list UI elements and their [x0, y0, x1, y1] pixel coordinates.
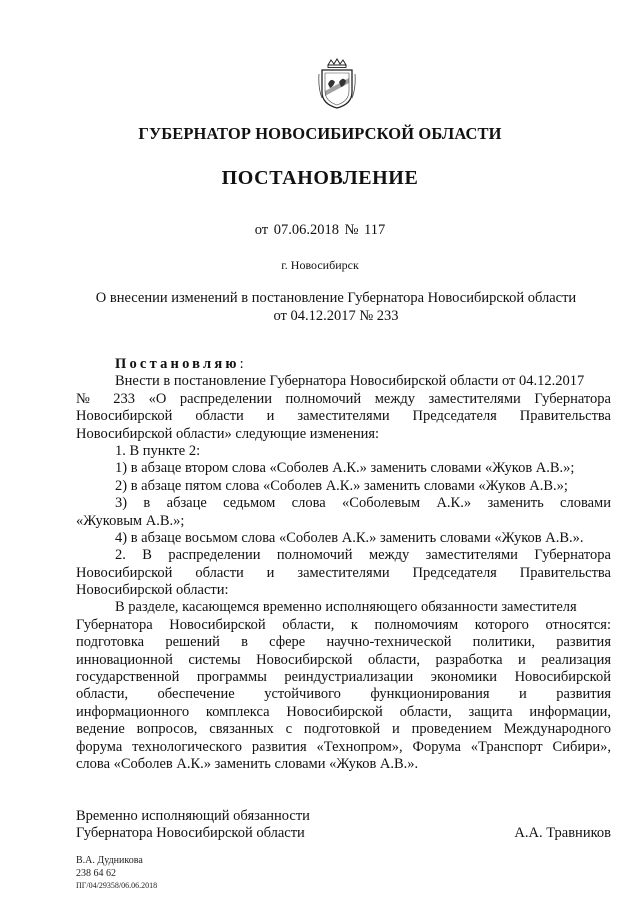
heading-word: Постановляю — [115, 356, 240, 372]
signature-block — [76, 808, 611, 843]
subject-line: от 04.12.2017 № 233 — [273, 307, 399, 324]
signature-row — [76, 825, 611, 842]
body-heading — [76, 356, 611, 373]
body-line: 2. В распределении полномочий между заместителями Губернатора — [115, 547, 611, 564]
body-line: Новосибирской области: — [76, 582, 229, 599]
body-line: Внести в постановление Губернатора Новосибирской области от 04.12.2017 — [115, 373, 585, 390]
body-line: 1) в абзаце втором слова «Соболев А.К.» заменить словами «Жуков А.В.»; — [115, 460, 575, 477]
executor-name: В.А. Дудникова — [76, 855, 143, 866]
body-line: 4) в абзаце восьмом слова «Соболев А.К.» заменить словами «Жуков А.В.». — [115, 529, 584, 546]
heading-colon: : — [239, 356, 244, 372]
document-type: ПОСТАНОВЛЕНИЕ — [221, 167, 419, 189]
document-city: г. Новосибирск — [281, 258, 359, 272]
body-line: Новосибирской области» следующие изменения: — [76, 425, 380, 442]
body-line: 3) в абзаце седьмом слова «Соболевым А.К.» заменить словами — [115, 495, 611, 512]
body-line: форума технологического развития «Технопром», Форума «Транспорт Сибири», — [76, 738, 611, 755]
body-line: слова «Соболев А.К.» заменить словами «Жуков А.В.». — [76, 755, 419, 772]
body-line: информационного комплекса Новосибирской области, защита информации, — [76, 703, 611, 720]
body-line: 2) в абзаце пятом слова «Соболев А.К.» заменить словами «Жуков А.В.»; — [115, 477, 568, 494]
executor-footer — [76, 854, 157, 891]
coat-of-arms-icon — [318, 58, 356, 110]
body-line: государственной программы реиндустриализации экономики Новосибирской — [76, 669, 611, 686]
executor-phone: 238 64 62 — [76, 868, 116, 879]
document-subject — [60, 290, 612, 325]
body-line: 1. В пункте 2: — [115, 442, 201, 459]
body-line: ведение вопросов, связанных с подготовкой и проведением Международного — [76, 721, 611, 738]
signatory-position: Временно исполняющий обязанности — [76, 808, 310, 824]
body-line: № 233 «О распределении полномочий между заместителями Губернатора — [76, 390, 611, 407]
body-line: области, обеспечение устойчивого функционирования и развития — [76, 686, 611, 703]
body-line: Губернатора Новосибирской области, к полномочиям которого относятся: — [76, 616, 611, 633]
signatory-position: Губернатора Новосибирской области — [76, 825, 305, 842]
registration-number: ПГ/04/29358/06.06.2018 — [76, 881, 158, 890]
body-line: В разделе, касающемся временно исполняющего обязанности заместителя — [115, 599, 577, 616]
body-line: Новосибирской области и заместителями Председателя Правительства — [76, 564, 611, 581]
body-line: «Жуковым А.В.»; — [76, 512, 185, 529]
subject-line: О внесении изменений в постановление Губернатора Новосибирской области — [95, 290, 577, 306]
document-body — [76, 356, 611, 773]
signatory-name: А.А. Травников — [514, 825, 611, 842]
issuer-title: ГУБЕРНАТОР НОВОСИБИРСКОЙ ОБЛАСТИ — [138, 124, 502, 143]
document-date-number: от 07.06.2018 № 117 — [254, 222, 386, 238]
body-line: подготовка решений в сфере научно-технической политики, развития — [76, 634, 611, 651]
body-line: инновационной системы Новосибирской области, разработка и реализация — [76, 651, 611, 668]
body-line: Новосибирской области и заместителями Председателя Правительства — [76, 408, 611, 425]
